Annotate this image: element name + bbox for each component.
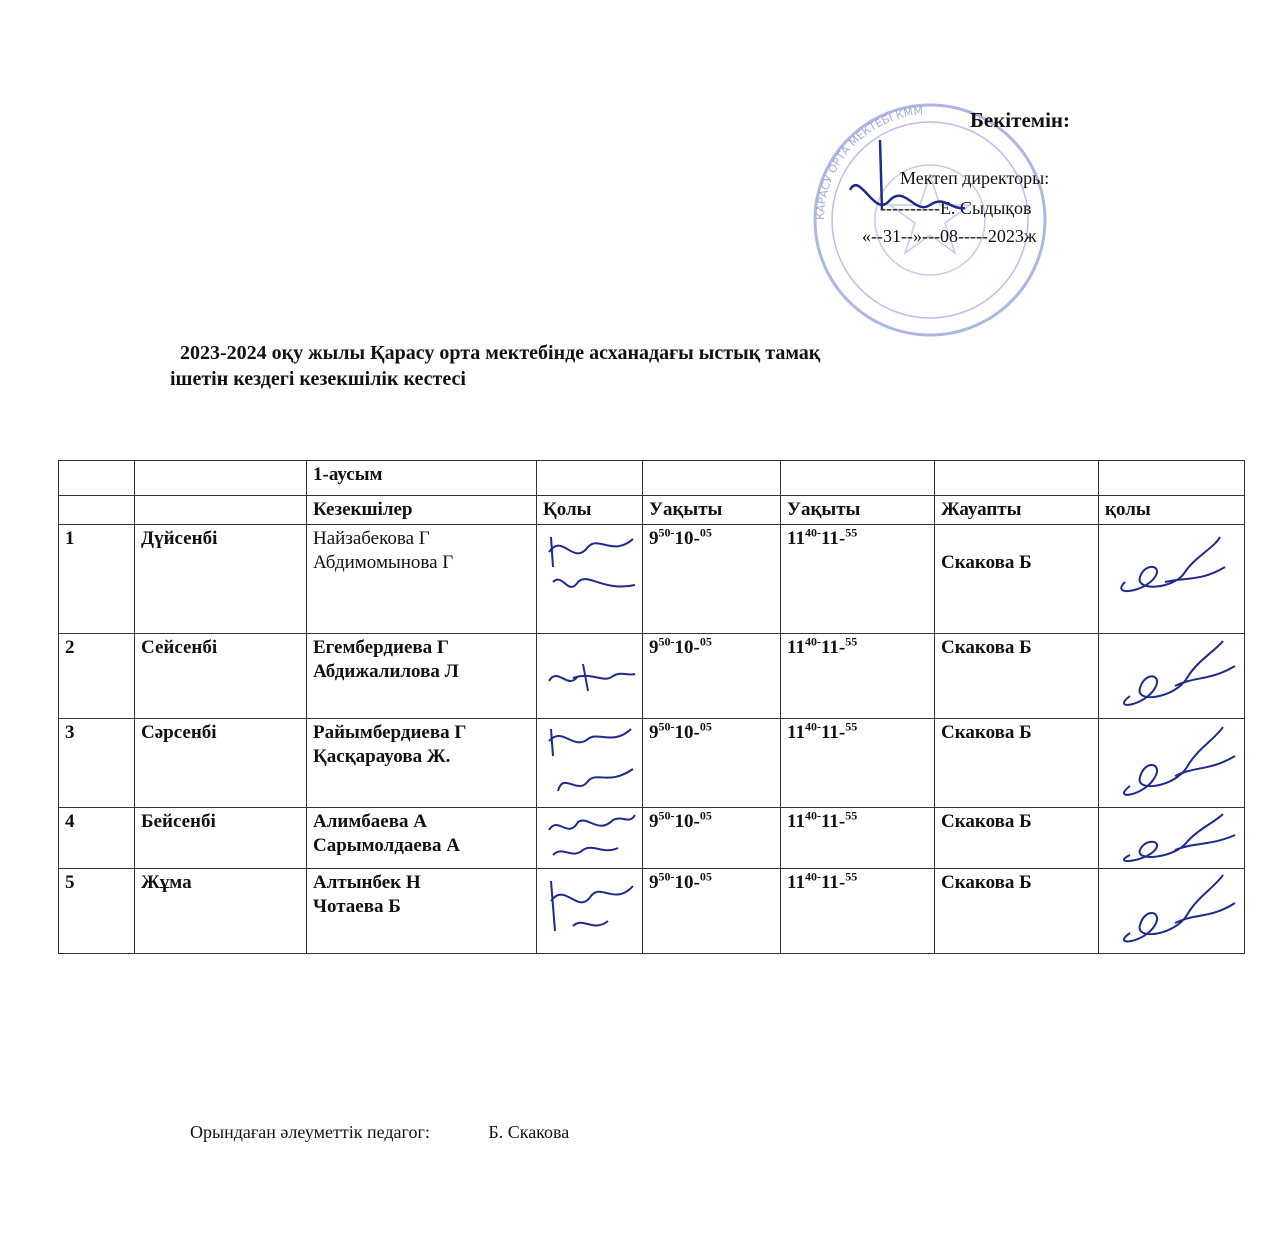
row-number: 3	[59, 719, 135, 808]
handwritten-signature	[543, 721, 639, 801]
director-signature	[820, 130, 970, 230]
row-number: 4	[59, 808, 135, 869]
header-sign2: қолы	[1099, 496, 1245, 525]
document-title	[170, 340, 1090, 392]
time2-cell: $11^{40-}11-^{55}$	[781, 525, 935, 634]
footer-role: Орындаған әлеуметтік педагог:	[190, 1122, 430, 1142]
row-number: 2	[59, 634, 135, 719]
time1-cell: $9^{50-}10-^{05}$	[643, 808, 781, 869]
table-row	[59, 869, 1245, 954]
time1-cell: $9^{50-}10-^{05}$	[643, 525, 781, 634]
approval-name: ----------Е. Сыдықов	[880, 198, 1032, 218]
time1-cell: $9^{50-}10-^{05}$	[643, 634, 781, 719]
shift-label: 1-аусым	[307, 461, 537, 496]
row-day: Сәрсенбі	[135, 719, 307, 808]
signature-cell	[537, 808, 643, 869]
row-day: Бейсенбі	[135, 808, 307, 869]
row-persons: Найзабекова Г Абдимомынова Г	[307, 525, 537, 634]
title-line-2: ішетін кездегі кезекшілік кестесі	[170, 368, 466, 390]
responsible-cell: Скакова Б	[935, 869, 1099, 954]
shift-row	[59, 461, 1245, 496]
responsible-signature-cell	[1099, 634, 1245, 719]
row-persons: Райымбердиева Г Қасқарауова Ж.	[307, 719, 537, 808]
header-sign: Қолы	[537, 496, 643, 525]
time1-cell: $9^{50-}10-^{05}$	[643, 719, 781, 808]
time2-cell: $11^{40-}11-^{55}$	[781, 719, 935, 808]
row-day: Сейсенбі	[135, 634, 307, 719]
table-row	[59, 634, 1245, 719]
signature-cell	[537, 719, 643, 808]
handwritten-signature	[1105, 871, 1239, 947]
header-row	[59, 496, 1245, 525]
duty-table	[58, 460, 1245, 954]
responsible-signature-cell	[1099, 719, 1245, 808]
responsible-cell: Скакова Б	[935, 525, 1099, 634]
handwritten-signature	[1105, 810, 1239, 862]
approval-title: Бекітемін:	[970, 108, 1071, 132]
header-duty: Кезекшілер	[307, 496, 537, 525]
time2-cell: $11^{40-}11-^{55}$	[781, 808, 935, 869]
time1-cell: $9^{50-}10-^{05}$	[643, 869, 781, 954]
time2-cell: $11^{40-}11-^{55}$	[781, 869, 935, 954]
signature-cell	[537, 525, 643, 634]
responsible-cell: Скакова Б	[935, 808, 1099, 869]
handwritten-signature	[1105, 721, 1239, 801]
handwritten-signature	[543, 810, 639, 862]
handwritten-signature	[543, 527, 639, 603]
row-day: Дүйсенбі	[135, 525, 307, 634]
responsible-signature-cell	[1099, 525, 1245, 634]
header-time2: Уақыты	[781, 496, 935, 525]
row-persons: Егембердиева Г Абдижалилова Л	[307, 634, 537, 719]
responsible-cell: Скакова Б	[935, 634, 1099, 719]
row-number: 5	[59, 869, 135, 954]
title-line-1: 2023-2024 оқу жылы Қарасу орта мектебінде асханадағы ыстық тамақ	[180, 342, 821, 364]
table-row	[59, 808, 1245, 869]
table-row	[59, 719, 1245, 808]
stamp-text: КАРАСУ ОРТА МЕКТЕБІ КММ	[813, 104, 924, 221]
row-number: 1	[59, 525, 135, 634]
responsible-cell: Скакова Б	[935, 719, 1099, 808]
responsible-signature-cell	[1099, 869, 1245, 954]
signature-cell	[537, 634, 643, 719]
approval-director: Мектеп директоры:	[900, 168, 1050, 188]
header-time1: Уақыты	[643, 496, 781, 525]
handwritten-signature	[543, 636, 639, 712]
row-persons: Алтынбек Н Чотаева Б	[307, 869, 537, 954]
handwritten-signature	[1105, 527, 1239, 603]
row-day: Жұма	[135, 869, 307, 954]
approval-date: «--31--»---08-----2023ж	[862, 226, 1037, 246]
row-persons: Алимбаева А Сарымолдаева А	[307, 808, 537, 869]
responsible-signature-cell	[1099, 808, 1245, 869]
footer-name: Б. Скакова	[488, 1122, 570, 1142]
table-row	[59, 525, 1245, 634]
footer	[190, 1122, 569, 1143]
signature-cell	[537, 869, 643, 954]
time2-cell: $11^{40-}11-^{55}$	[781, 634, 935, 719]
handwritten-signature	[543, 871, 639, 947]
header-responsible: Жауапты	[935, 496, 1099, 525]
handwritten-signature	[1105, 636, 1239, 712]
